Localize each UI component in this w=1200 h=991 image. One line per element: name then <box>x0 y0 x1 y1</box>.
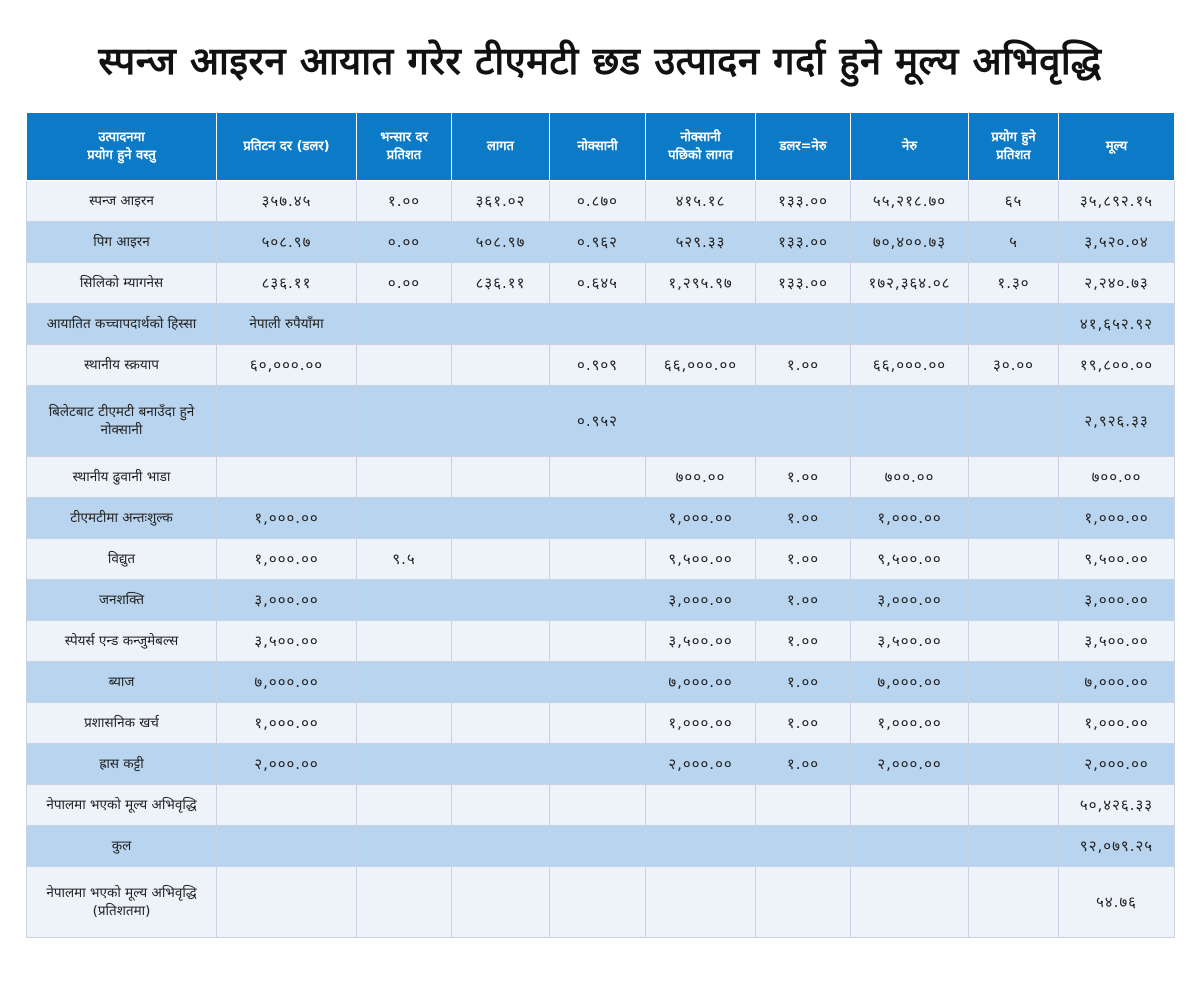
table-cell: २,०००.०० <box>851 744 969 785</box>
table-cell <box>217 867 357 938</box>
table-cell: ०.०० <box>357 222 452 263</box>
table-cell: १.०० <box>756 662 851 703</box>
table-cell <box>550 580 646 621</box>
table-cell <box>646 785 756 826</box>
table-cell <box>851 304 969 345</box>
table-cell: २,०००.०० <box>217 744 357 785</box>
table-cell <box>550 867 646 938</box>
table-cell: ३,५२०.०४ <box>1059 222 1175 263</box>
table-cell: ७,०००.०० <box>851 662 969 703</box>
row-label: स्थानीय ढुवानी भाडा <box>27 457 217 498</box>
table-cell <box>357 304 452 345</box>
table-cell: ९.५ <box>357 539 452 580</box>
table-cell <box>851 826 969 867</box>
table-cell: १.३० <box>969 263 1059 304</box>
table-cell <box>646 386 756 457</box>
table-cell <box>452 867 550 938</box>
header-cost: लागत <box>452 113 550 181</box>
table-cell <box>217 785 357 826</box>
table-cell: नेपाली रुपैयाँमा <box>217 304 357 345</box>
table-row <box>27 703 1175 744</box>
table-cell <box>550 785 646 826</box>
table-cell: ६०,०००.०० <box>217 345 357 386</box>
table-cell: ४१,६५२.९२ <box>1059 304 1175 345</box>
table-cell: १३३.०० <box>756 263 851 304</box>
table-cell: ०.९६२ <box>550 222 646 263</box>
table-row <box>27 498 1175 539</box>
table-cell <box>969 457 1059 498</box>
table-cell: ७०,४००.७३ <box>851 222 969 263</box>
row-label: कुल <box>27 826 217 867</box>
header-customs: भन्सार दर प्रतिशत <box>357 113 452 181</box>
table-cell <box>851 386 969 457</box>
table-cell <box>357 386 452 457</box>
header-npr: नेरु <box>851 113 969 181</box>
row-label: स्पेयर्स एन्ड कन्जुमेबल्स <box>27 621 217 662</box>
table-cell <box>452 744 550 785</box>
table-cell <box>452 621 550 662</box>
table-cell <box>357 498 452 539</box>
header-usage: प्रयोग हुने प्रतिशत <box>969 113 1059 181</box>
table-cell <box>969 621 1059 662</box>
table-row <box>27 457 1175 498</box>
table-cell <box>550 744 646 785</box>
table-cell: २,९२६.३३ <box>1059 386 1175 457</box>
header-value: मूल्य <box>1059 113 1175 181</box>
table-cell: ३०.०० <box>969 345 1059 386</box>
table-cell: ३,५००.०० <box>851 621 969 662</box>
table-cell <box>550 457 646 498</box>
table-cell: ७,०००.०० <box>217 662 357 703</box>
table-cell: १७२,३६४.०८ <box>851 263 969 304</box>
table-cell <box>550 498 646 539</box>
table-cell: ९२,०७९.२५ <box>1059 826 1175 867</box>
table-row <box>27 181 1175 222</box>
table-cell: ३५,८९२.१५ <box>1059 181 1175 222</box>
table-cell <box>756 386 851 457</box>
table-cell <box>969 662 1059 703</box>
table-cell: १,०००.०० <box>217 703 357 744</box>
table-cell: १,०००.०० <box>851 498 969 539</box>
table-cell <box>452 345 550 386</box>
row-label: विद्युत <box>27 539 217 580</box>
table-cell <box>969 580 1059 621</box>
table-cell: १.०० <box>756 744 851 785</box>
table-cell: ०.६४५ <box>550 263 646 304</box>
table-row <box>27 386 1175 457</box>
table-cell: २,०००.०० <box>646 744 756 785</box>
row-label: स्पन्ज आइरन <box>27 181 217 222</box>
row-label: ह्रास कट्टी <box>27 744 217 785</box>
header-rate: प्रतिटन दर (डलर) <box>217 113 357 181</box>
row-label: नेपालमा भएको मूल्य अभिवृद्धि <box>27 785 217 826</box>
row-label: पिग आइरन <box>27 222 217 263</box>
table-cell: ३५७.४५ <box>217 181 357 222</box>
table-cell <box>452 386 550 457</box>
row-label: नेपालमा भएको मूल्य अभिवृद्धि (प्रतिशतमा) <box>27 867 217 938</box>
row-label: ब्याज <box>27 662 217 703</box>
header-item: उत्पादनमा प्रयोग हुने वस्तु <box>27 113 217 181</box>
table-cell <box>357 580 452 621</box>
table-cell: ७००.०० <box>1059 457 1175 498</box>
table-row <box>27 263 1175 304</box>
table-cell <box>969 386 1059 457</box>
table-cell <box>646 826 756 867</box>
row-label: आयातित कच्चापदार्थको हिस्सा <box>27 304 217 345</box>
table-cell: ६६,०००.०० <box>851 345 969 386</box>
table-cell <box>452 457 550 498</box>
table-cell <box>550 703 646 744</box>
table-cell: ०.९०९ <box>550 345 646 386</box>
table-cell: १.०० <box>756 539 851 580</box>
table-cell <box>550 539 646 580</box>
table-cell: ६५ <box>969 181 1059 222</box>
table-cell: ५४.७६ <box>1059 867 1175 938</box>
table-cell <box>550 662 646 703</box>
table-row <box>27 304 1175 345</box>
table-cell: १.०० <box>756 621 851 662</box>
table-cell: ९,५००.०० <box>646 539 756 580</box>
table-cell: ३,५००.०० <box>217 621 357 662</box>
table-cell: ५ <box>969 222 1059 263</box>
table-row <box>27 744 1175 785</box>
table-row <box>27 580 1175 621</box>
table-row <box>27 826 1175 867</box>
row-label: सिलिको म्यागनेस <box>27 263 217 304</box>
table-cell <box>756 785 851 826</box>
table-cell: ३,०००.०० <box>851 580 969 621</box>
table-cell <box>969 304 1059 345</box>
table-cell <box>969 826 1059 867</box>
table-cell <box>357 744 452 785</box>
table-cell: ३,५००.०० <box>1059 621 1175 662</box>
table-cell <box>452 539 550 580</box>
table-cell: ५५,२१८.७० <box>851 181 969 222</box>
table-cell: ९,५००.०० <box>851 539 969 580</box>
table-cell: १३३.०० <box>756 222 851 263</box>
table-cell <box>217 826 357 867</box>
header-exchange: डलर=नेरु <box>756 113 851 181</box>
table-cell: १.०० <box>756 345 851 386</box>
row-label: स्थानीय स्क्रयाप <box>27 345 217 386</box>
table-cell: ३,०००.०० <box>646 580 756 621</box>
table-cell: ९,५००.०० <box>1059 539 1175 580</box>
table-cell: १.०० <box>756 580 851 621</box>
table-cell: १,०००.०० <box>1059 498 1175 539</box>
table-cell <box>357 867 452 938</box>
table-cell: ३,५००.०० <box>646 621 756 662</box>
table-row <box>27 621 1175 662</box>
table-cell: ०.०० <box>357 263 452 304</box>
table-cell: २,२४०.७३ <box>1059 263 1175 304</box>
table-cell <box>969 539 1059 580</box>
table-cell: ७,०००.०० <box>1059 662 1175 703</box>
table-cell: ५२९.३३ <box>646 222 756 263</box>
table-cell <box>646 867 756 938</box>
table-cell: ५०८.९७ <box>452 222 550 263</box>
table-row <box>27 662 1175 703</box>
table-cell <box>550 826 646 867</box>
table-cell: ३,०००.०० <box>217 580 357 621</box>
table-cell: १,२९५.९७ <box>646 263 756 304</box>
table-cell: ५०,४२६.३३ <box>1059 785 1175 826</box>
table-cell: ०.९५२ <box>550 386 646 457</box>
table-cell: १,०००.०० <box>217 498 357 539</box>
table-cell <box>969 498 1059 539</box>
header-loss: नोक्सानी <box>550 113 646 181</box>
table-cell <box>550 621 646 662</box>
table-cell <box>217 386 357 457</box>
table-cell: १.०० <box>756 457 851 498</box>
table-cell <box>646 304 756 345</box>
table-cell: १३३.०० <box>756 181 851 222</box>
table-cell: १.०० <box>756 703 851 744</box>
table-cell: १,०००.०० <box>851 703 969 744</box>
table-cell <box>452 826 550 867</box>
table-cell <box>756 826 851 867</box>
header-row <box>27 113 1175 181</box>
table-row <box>27 345 1175 386</box>
table-cell: ३६१.०२ <box>452 181 550 222</box>
table-cell <box>969 744 1059 785</box>
table-cell <box>357 703 452 744</box>
table-cell <box>851 785 969 826</box>
table-cell <box>217 457 357 498</box>
table-cell <box>357 785 452 826</box>
table-cell <box>357 345 452 386</box>
row-label: प्रशासनिक खर्च <box>27 703 217 744</box>
table-cell: ८३६.११ <box>217 263 357 304</box>
table-cell: १.०० <box>357 181 452 222</box>
table-cell <box>357 457 452 498</box>
table-cell <box>452 703 550 744</box>
table-row <box>27 785 1175 826</box>
row-label: बिलेटबाट टीएमटी बनाउँदा हुने नोक्सानी <box>27 386 217 457</box>
table-cell <box>452 304 550 345</box>
header-cost-after-loss: नोक्सानी पछिको लागत <box>646 113 756 181</box>
table-cell: ४१५.१८ <box>646 181 756 222</box>
table-cell <box>357 826 452 867</box>
table-cell: ६६,०००.०० <box>646 345 756 386</box>
table-cell: ७००.०० <box>646 457 756 498</box>
table-cell: ५०८.९७ <box>217 222 357 263</box>
table-cell <box>452 580 550 621</box>
table-row <box>27 222 1175 263</box>
table-cell: ८३६.११ <box>452 263 550 304</box>
table-cell <box>452 662 550 703</box>
table-cell <box>969 703 1059 744</box>
value-added-table <box>26 112 1175 938</box>
table-cell <box>357 621 452 662</box>
table-cell: २,०००.०० <box>1059 744 1175 785</box>
table-cell: १,०००.०० <box>646 703 756 744</box>
table-cell <box>452 785 550 826</box>
table-cell <box>452 498 550 539</box>
table-cell <box>550 304 646 345</box>
table-cell <box>756 867 851 938</box>
table-cell: १९,८००.०० <box>1059 345 1175 386</box>
table-cell: ०.८७० <box>550 181 646 222</box>
table-cell: ३,०००.०० <box>1059 580 1175 621</box>
page-title: स्पन्ज आइरन आयात गरेर टीएमटी छड उत्पादन गर्दा हुने मूल्य अभिवृद्धि <box>98 39 1102 83</box>
table-cell: १.०० <box>756 498 851 539</box>
table-cell <box>756 304 851 345</box>
table-cell: १,०००.०० <box>646 498 756 539</box>
table-cell: १,०००.०० <box>1059 703 1175 744</box>
table-cell: ७,०००.०० <box>646 662 756 703</box>
table-row <box>27 867 1175 938</box>
row-label: जनशक्ति <box>27 580 217 621</box>
table-row <box>27 539 1175 580</box>
table-cell <box>851 867 969 938</box>
table-cell <box>357 662 452 703</box>
table-cell: ७००.०० <box>851 457 969 498</box>
table-cell: १,०००.०० <box>217 539 357 580</box>
table-cell <box>969 785 1059 826</box>
row-label: टीएमटीमा अन्तःशुल्क <box>27 498 217 539</box>
table-cell <box>969 867 1059 938</box>
